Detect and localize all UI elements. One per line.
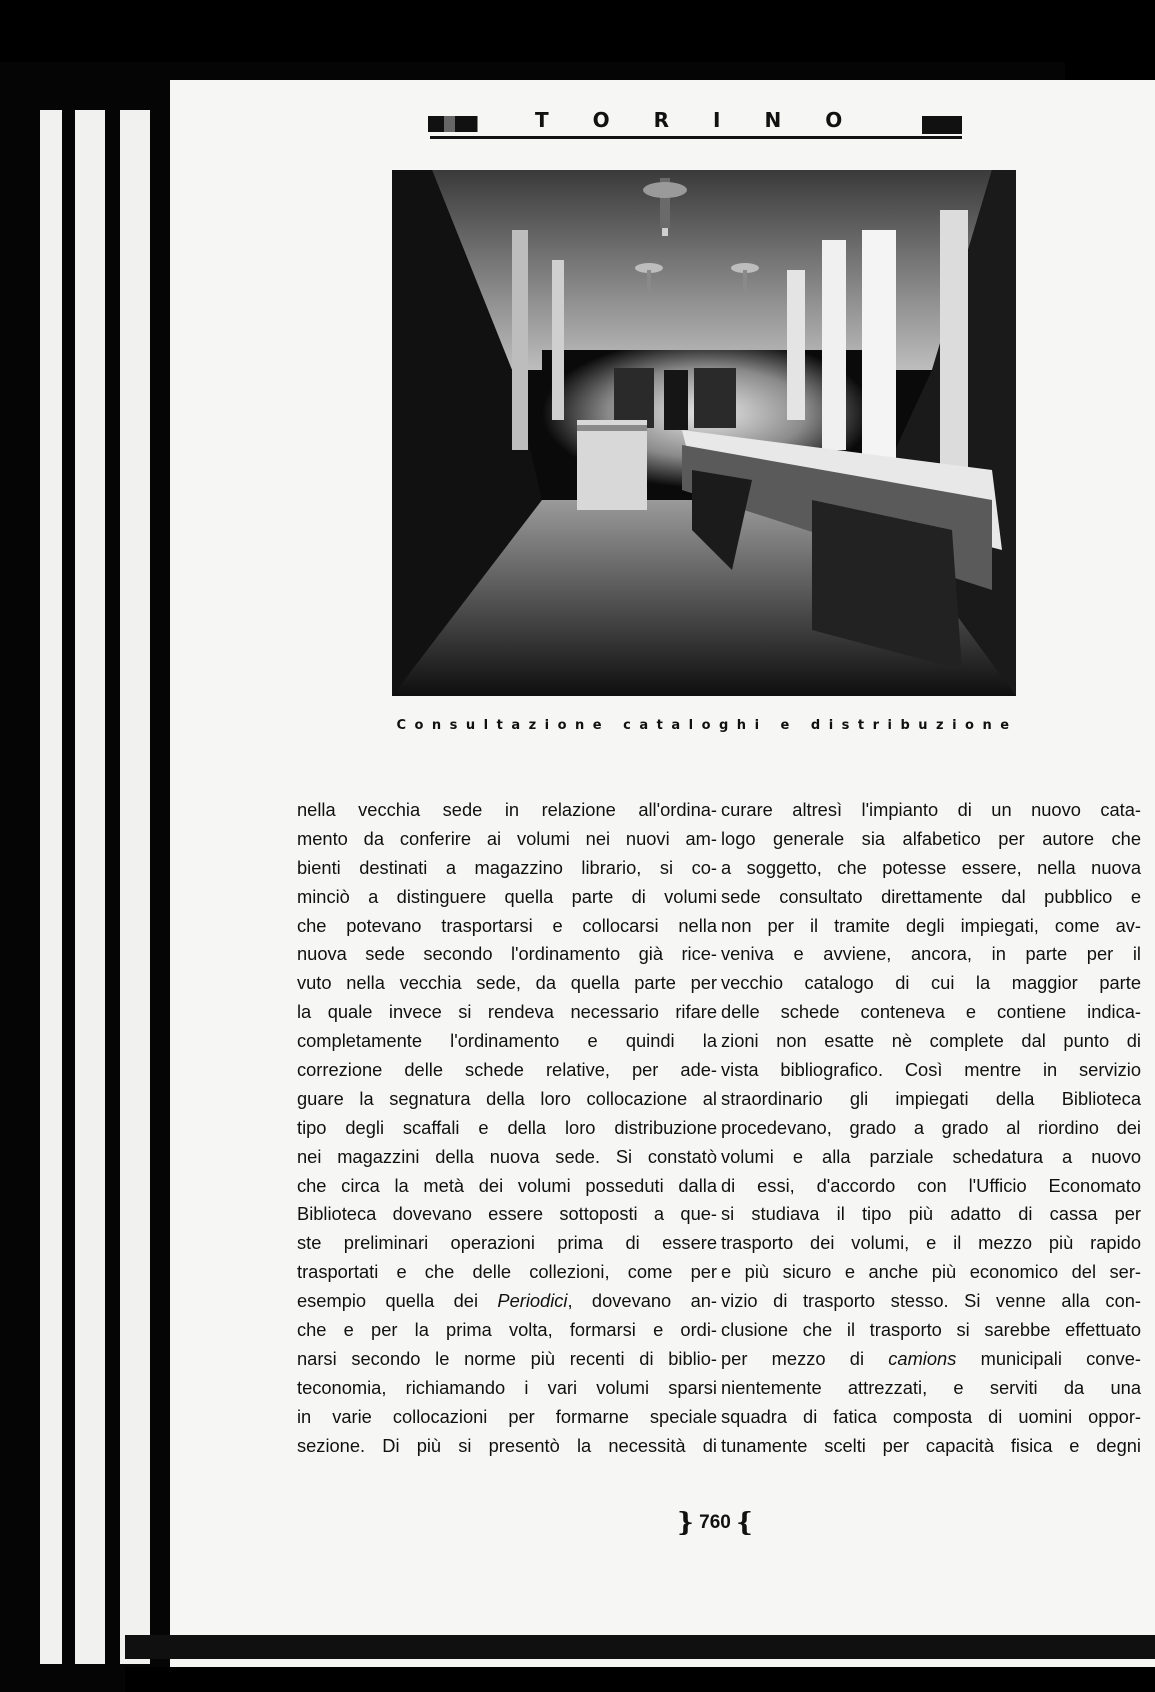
text-line: minciò a distinguere quella parte di volumi [297,885,717,907]
brace-right-icon: { [736,1508,753,1538]
text-line: zioni non esatte nè complete dal punto di [721,1030,1141,1052]
text-line: tunamente scelti per capacità fisica e degni [721,1434,1141,1456]
scan-top-border-corner [1065,55,1155,80]
text-line: straordinario gli impiegati della Biblioteca [721,1087,1141,1109]
text-line: nuova sede secondo l'ordinamento già rice- [297,943,717,965]
text-segment: , dovevano an- [567,1290,717,1312]
text-line: completamente l'ordinamento e quindi la [297,1030,717,1052]
text-line: non per il tramite degli impiegati, come av- [721,914,1141,936]
page-number: 760 [699,1512,731,1533]
reading-room-image [392,170,1016,696]
text-line: che e per la prima volta, formarsi e ordi- [297,1319,717,1341]
text-line [721,1345,1141,1374]
text-line: veniva e avviene, ancora, in parte per il [721,943,1141,965]
running-title: TORINO [535,108,887,132]
page-number-container [665,1508,765,1538]
text-line: di essi, d'accordo con l'Ufficio Economato [721,1174,1141,1196]
italic-term: camions [888,1347,957,1369]
text-line: logo generale sia alfabetico per autore che [721,827,1141,849]
text-line: vizio di trasporto stesso. Si venne alla con- [721,1290,1141,1312]
text-line: squadra di fatica composta di uomini oppor- [721,1405,1141,1427]
text-line: procedevano, grado a grado al riordino dei [721,1116,1141,1138]
text-line: teconomia, richiamando i vari volumi sparsi [297,1376,717,1398]
text-line: ste preliminari operazioni prima di essere [297,1232,717,1254]
text-line: clusione che il trasporto si sarebbe effettuato [721,1319,1141,1341]
text-line: sezione. Di più si presentò la necessità di [297,1434,717,1456]
left-column [297,796,717,1460]
text-line: in varie collocazioni per formarne speciale [297,1405,717,1427]
text-line: tipo degli scaffali e della loro distribuzione [297,1116,717,1138]
text-line [297,1287,717,1316]
text-line: che potevano trasportarsi e collocarsi nella [297,914,717,936]
header-ornament-right [912,116,962,134]
text-line: guare la segnatura della loro collocazione al [297,1087,717,1109]
text-line: volumi e alla parziale schedatura a nuovo [721,1145,1141,1167]
text-line: mento da conferire ai volumi nei nuovi am- [297,827,717,849]
text-line: vista bibliografico. Così mentre in servizio [721,1059,1141,1081]
text-line: si studiava il tipo più adatto di cassa per [721,1203,1141,1225]
page-edge [40,110,62,1664]
text-line: che circa la metà dei volumi posseduti dalla [297,1174,717,1196]
text-segment: per mezzo di [721,1347,889,1369]
text-line: correzione delle schede relative, per ade- [297,1059,717,1081]
text-line: la quale invece si rendeva necessario rifare [297,1001,717,1023]
scan-bottom-border [125,1635,1155,1659]
scan-bottom-border-lower [125,1667,1155,1692]
reading-room-photo [392,170,1016,696]
text-line: Biblioteca dovevano essere sottoposti a que- [297,1203,717,1225]
text-line: nientemente attrezzati, e serviti da una [721,1376,1141,1398]
text-line: a soggetto, che potesse essere, nella nuova [721,856,1141,878]
text-line: vuto nella vecchia sede, da quella parte per [297,972,717,994]
scan-top-border [0,0,1155,62]
text-line: curare altresì l'impianto di un nuovo cata- [721,799,1141,820]
text-line: e più sicuro e anche più economico del ser- [721,1261,1141,1283]
text-line: trasporto dei volumi, e il mezzo più rapido [721,1232,1141,1254]
right-column [721,796,1141,1460]
text-line: vecchio catalogo di cui la maggior parte [721,972,1141,994]
text-line: sede consultato direttamente dal pubblico e [721,885,1141,907]
text-line: nei magazzini della nuova sede. Si constatò [297,1145,717,1167]
text-line: narsi secondo le norme più recenti di biblio- [297,1347,717,1369]
text-line: nella vecchia sede in relazione all'ordina- [297,799,717,820]
text-line: trasportati e che delle collezioni, come per [297,1261,717,1283]
text-line: delle schede conteneva e contiene indica- [721,1001,1141,1023]
page-edge [75,110,105,1664]
text-segment: municipali conve- [956,1347,1142,1369]
italic-term: Periodici [497,1290,568,1312]
text-segment: esempio quella dei [297,1290,498,1312]
photo-caption: Consultazione cataloghi e distribuzione [396,718,1018,733]
brace-left-icon: } [677,1508,694,1538]
text-line: bienti destinati a magazzino librario, si co- [297,856,717,878]
page-edge [120,110,150,1664]
